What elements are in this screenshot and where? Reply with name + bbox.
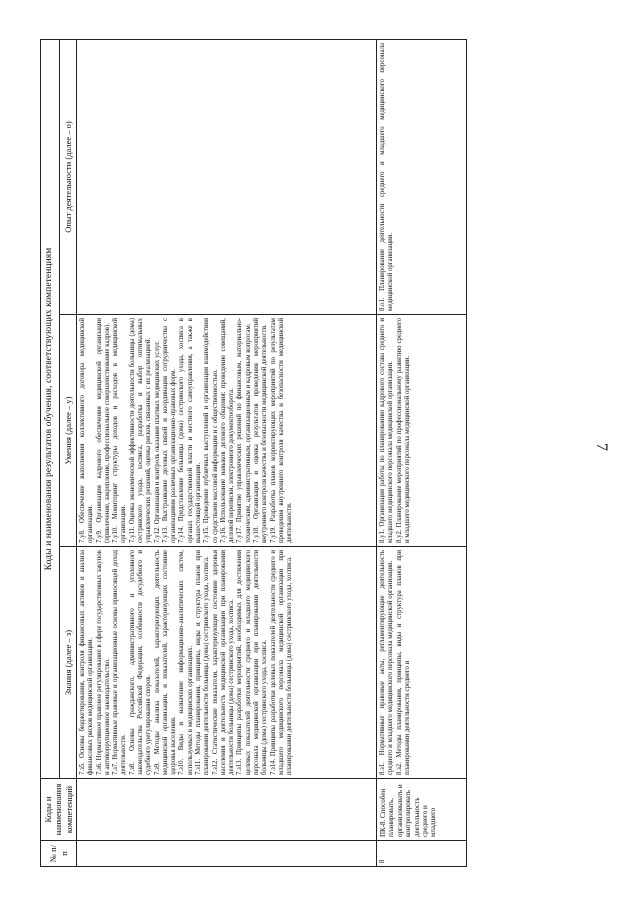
cell-experience: [77, 40, 377, 315]
knowledge-item: 7.з8. Основы гражданского, административного и уголовного законодательства Российской Федерации, особенности досудебного и судебного урегулирования споров.: [128, 550, 153, 775]
header-skills: Умения (далее – у): [59, 315, 76, 547]
knowledge-item: 7.з14. Принципы разработки целевых показателей деятельности среднего и младшего медицинского персонала медицинской организации при планировании деятельности больницы (дома) сестринского ухода, хосписа.: [269, 550, 294, 775]
cell-experience: [377, 40, 467, 315]
rotated-table-container: [40, 39, 500, 867]
knowledge-item: 7.з9. Методы анализа показателей, характеризующих деятельность медицинской организации, и показателей, характеризующих состояние здоровья населения.: [153, 550, 178, 775]
skills-item: 7.у12. Организация и контроль оказания платных медицинских услуг.: [153, 341, 161, 543]
skills-item: 7.у8. Обеспечение выполнения коллективного договора медицинской организации.: [79, 318, 95, 543]
knowledge-item: 7.з12. Статистические показатели, характеризующие состояние здоровья населения и деятельность медицинской организации при планировании деятельности больницы (дома) сестринского ухода, хосписа.: [211, 550, 236, 775]
cell-knowledge: [77, 547, 377, 779]
skills-item: 7.у17. Принятие управленческих решений по финансовым, материально-техническим, административным, организационным и кадровым вопросам.: [236, 318, 252, 543]
skills-item: 7.у18. Организация и оценка результатов проведения мероприятий внутреннего контроля качества и безопасности медицинской деятельности.: [252, 318, 269, 543]
header-code: Коды и наименования компетенций: [41, 779, 77, 841]
table-row: [77, 40, 377, 867]
cell-code: ПК-8. Способен планировать, организовывать и контролировать деятельность среднего и младшего: [377, 779, 467, 841]
knowledge-item: 7.з11. Методы планирования, принципы, виды и структура планов при планировании деятельности больницы (дома) сестринского ухода, хосписа.: [195, 550, 211, 775]
knowledge-item: 8.з2. Методы планирования, принципы, виды и структура планов при планировании деятельности среднего и: [395, 550, 411, 775]
experience-item: 8.о1. Планирование деятельности среднего и младшего медицинского персонала медицинской организации.: [379, 43, 395, 311]
knowledge-item: 7.з10. Виды и назначение информационно-аналитических систем, используемых в медицинских организациях.: [178, 550, 194, 775]
skills-item: 7.у9. Организация кадрового обеспечения медицинской организации (привлечение, закрепление, профессиональное совершенствование кадров).: [95, 318, 111, 543]
skills-item: 7.у10. Мониторинг структуры доходов и расходов в медицинской организации.: [112, 318, 128, 543]
skills-item: 7.у16. Использование навыков делового общения: проведение совещаний, деловой переписки, электронного документооборота.: [219, 318, 236, 543]
knowledge-item: 7.з6. Нормативное правовое регулирование в сфере государственных закупок и антикоррупционное законодательство.: [95, 550, 111, 775]
knowledge-item: 7.з5. Основы бюджетирования, контроля финансовых активов и анализа финансовых рисков медицинской организации.: [79, 550, 95, 775]
skills-item: 7.у13. Выстраивание деловых связей и координация сотрудничества с организациями различных организационно-правовых форм.: [161, 318, 178, 543]
header-group: Коды и наименования результатов обучения, соответствующих компетенциям: [41, 40, 60, 779]
header-knowledge: Знания (далее – з): [59, 547, 76, 779]
skills-item: 7.у19. Разработка планов корректирующих мероприятий по результатам проведения внутреннего контроля качества и безопасности медицинской деятельности.: [269, 318, 294, 543]
cell-knowledge: [377, 547, 467, 779]
knowledge-item: 7.з13. Принципы разработки мероприятий, необходимых для достижения целевых показателей деятельности среднего и младшего медицинского персонала медицинской организации при планировании деятельности больницы (дома) сестринского ухода, хосписа.: [236, 550, 269, 775]
competency-table: [40, 39, 467, 867]
cell-num: 8: [377, 841, 467, 867]
header-experience: Опыт деятельности (далее – о): [59, 40, 76, 315]
skills-item: 7.у15. Проведение публичных выступлений и организация взаимодействия со средствами массовой информации и с общественностью.: [203, 318, 219, 543]
cell-num: [77, 841, 377, 867]
skills-item: 7.у11. Оценка экономической эффективности деятельности больницы (дома) сестринского ухода, хосписа, разработка и выбор оптимальных управленческих решений, оценка рисков, связанных с их реализацией.: [128, 318, 153, 543]
knowledge-item: 7.з7. Нормативные правовые и организационные основы приносящей доход деятельности.: [112, 550, 128, 775]
page-number: 7: [593, 443, 610, 451]
skills-item: 8.у2. Планирование мероприятий по профессиональному развитию среднего и младшего медицинского персонала медицинской организации.: [395, 318, 411, 543]
cell-skills: [377, 315, 467, 547]
table-row: [377, 40, 467, 867]
skills-item: 8.у1. Организация работы по планированию кадрового состава среднего и младшего медицинского персонала медицинской организации.: [379, 318, 395, 543]
knowledge-item: 8.з1. Нормативные правовые акты, регламентирующие деятельность среднего и младшего медицинского персонала медицинской организации.: [379, 550, 395, 775]
skills-item: 7.у14. Представление больницы (дома) сестринского ухода, хосписа в органах государственной власти и местного самоуправления, а также в вышестоящей организации.: [178, 318, 203, 543]
cell-code: [77, 779, 377, 841]
header-num: № п/п: [41, 841, 77, 867]
cell-skills: [77, 315, 377, 547]
